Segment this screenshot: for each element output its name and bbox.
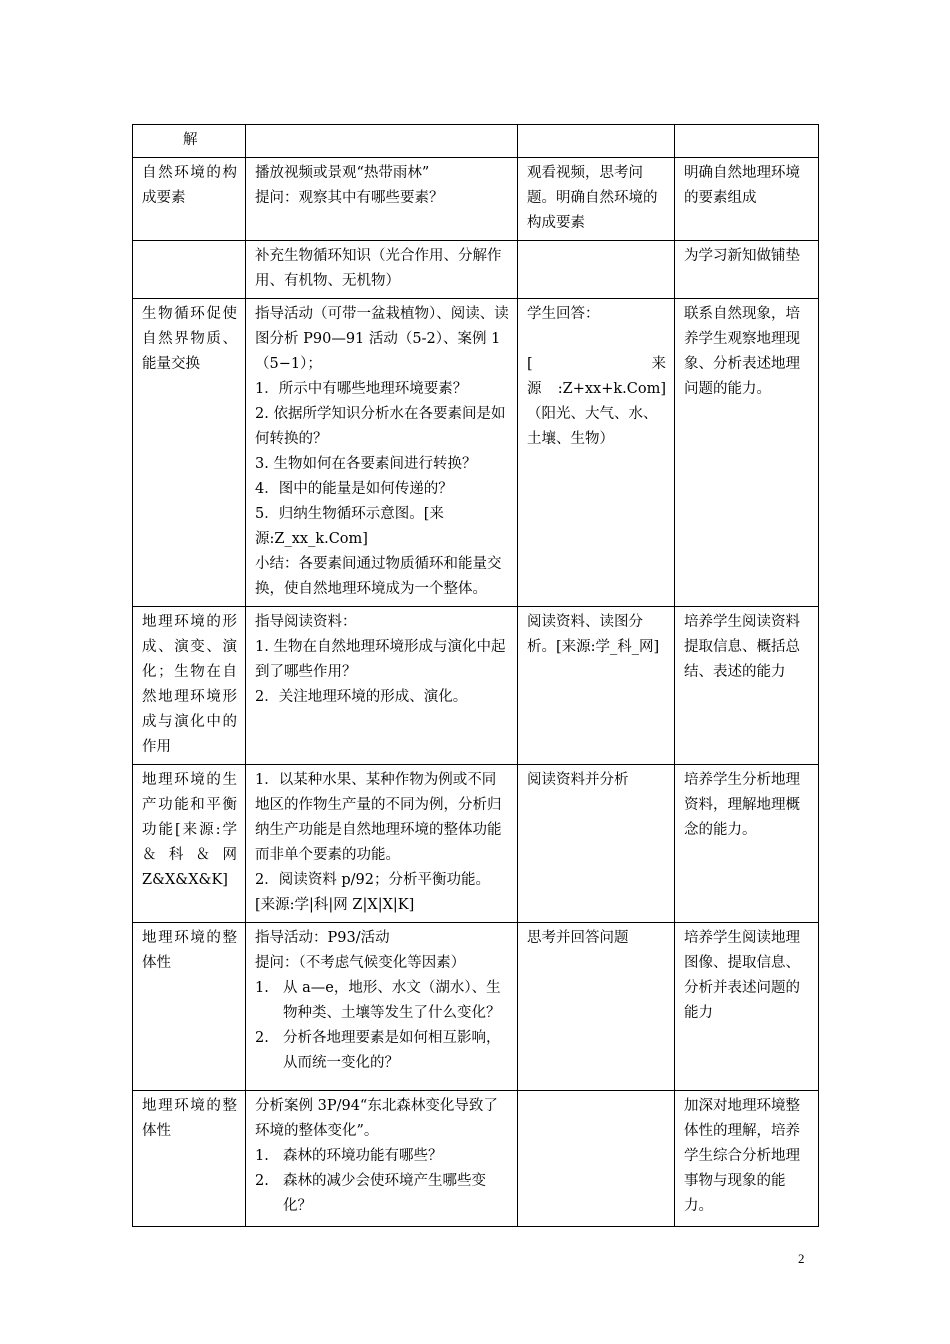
cell-teacher-activity [246,923,518,1091]
cell-teacher-activity [246,158,518,241]
cell-topic [133,241,246,299]
cell-empty [246,125,518,158]
cell-teacher-activity [246,607,518,765]
teacher-activity-line: 1. 生物在自然地理环境形成与演化中起到了哪些作用？ [255,639,506,680]
student-activity-line: 观看视频，思考问题。明确自然环境的构成要素 [527,165,658,231]
design-intent-line: 明确自然地理环境的要素组成 [684,165,800,206]
cell-student-activity [518,241,675,299]
cell-topic: 自然环境的构成要素 [133,158,246,241]
teacher-activity-line: 提问：观察其中有哪些要素？ [255,190,444,206]
cell-design-intent [675,923,819,1091]
design-intent-line: 培养学生阅读资料提取信息、概括总结、表述的能力 [684,614,800,680]
teacher-activity-line: 分析案例 3P/94“东北森林变化导致了环境的整体变化”。 [255,1098,498,1139]
student-activity-line: [来源:Z+xx+k.Com] [527,356,666,397]
table-row [133,299,819,607]
teacher-activity-line: 1．所示中有哪些地理环境要素？ [255,381,468,397]
table-row [133,923,819,1091]
teacher-activity-line: 小结：各要素间通过物质循环和能量交换，使自然地理环境成为一个整体。 [255,556,502,597]
design-intent-line: 培养学生阅读地理图像、提取信息、分析并表述问题的能力 [684,930,800,1021]
student-activity-line: 阅读资料并分析 [527,772,629,788]
student-activity-line: 学生回答： [527,306,600,322]
table-row-header-fragment [133,125,819,158]
cell-topic: 地理环境的形成、演变、演化；生物在自然地理环境形成与演化中的作用 [133,607,246,765]
teacher-activity-line: 1．以某种水果、某种作物为例或不同地区的作物生产量的不同为例，分析归纳生产功能是自然地理环境的整体功能而非单个要素的功能。 [255,772,502,863]
lesson-plan-table [132,124,819,1227]
student-activity-line: 阅读资料、读图分析。[来源:学_科_网] [527,614,660,655]
cell-empty [518,125,675,158]
table-row [133,158,819,241]
design-intent-line: 联系自然现象，培养学生观察地理现象、分析表述地理问题的能力。 [684,306,800,397]
cell-design-intent [675,299,819,607]
teacher-activity-line: 2．关注地理环境的形成、演化。 [255,689,468,705]
cell-teacher-activity [246,1091,518,1227]
teacher-activity-line: 播放视频或景观“热带雨林” [255,165,430,181]
cell-design-intent [675,607,819,765]
cell-topic: 地理环境的整体性 [133,1091,246,1227]
cell-teacher-activity [246,241,518,299]
teacher-activity-line: 指导阅读资料： [255,614,357,630]
table-row [133,765,819,923]
teacher-activity-line: 指导活动：P93/活动 [255,930,390,946]
cell-design-intent [675,765,819,923]
cell-student-activity [518,765,675,923]
table-row [133,607,819,765]
numbered-list-item: 2. 森林的减少会使环境产生哪些变化？ [255,1173,486,1214]
student-activity-line: （阳光、大气、水、土壤、生物） [527,406,658,447]
cell-student-activity [518,158,675,241]
cell-student-activity [518,923,675,1091]
numbered-list-item: 1. 从 a—e，地形、水文（湖水）、生物种类、土壤等发生了什么变化？ [255,980,501,1021]
cell-empty [675,125,819,158]
cell-teacher-activity [246,765,518,923]
cell-student-activity [518,607,675,765]
page-number: 2 [798,1251,805,1266]
teacher-activity-line: 5．归纳生物循环示意图。[来源:Z_xx_k.Com] [255,506,444,547]
teacher-activity-line: 4．图中的能量是如何传递的？ [255,481,453,497]
cell-student-activity [518,1091,675,1227]
numbered-list-item: 1. 森林的环境功能有哪些？ [255,1148,443,1164]
table-row [133,241,819,299]
teacher-activity-line: 3. 生物如何在各要素间进行转换？ [255,456,477,472]
design-intent-line: 为学习新知做铺垫 [684,248,800,264]
teacher-activity-line: 2. 依据所学知识分析水在各要素间是如何转换的？ [255,406,506,447]
teacher-activity-line: 2．阅读资料 p/92；分析平衡功能。[来源:学|科|网 Z|X|X|K] [255,872,490,913]
cell-topic: 地理环境的生产功能和平衡功能[来源:学＆科＆网Z&X&X&K] [133,765,246,923]
design-intent-line: 培养学生分析地理资料，理解地理概念的能力。 [684,772,800,838]
cell-design-intent [675,158,819,241]
numbered-list-item: 2. 分析各地理要素是如何相互影响，从而统一变化的？ [255,1030,501,1071]
student-activity-line: 思考并回答问题 [527,930,629,946]
cell-header-fragment: 解 [133,125,246,158]
cell-design-intent [675,241,819,299]
design-intent-line: 加深对地理环境整体性的理解，培养学生综合分析地理事物与现象的能力。 [684,1098,800,1214]
teacher-activity-line: 提问：（不考虑气候变化等因素） [255,955,466,971]
table-body [133,125,819,1227]
table-row [133,1091,819,1227]
cell-design-intent [675,1091,819,1227]
cell-student-activity [518,299,675,607]
teacher-activity-line: 指导活动（可带一盆栽植物）、阅读、读图分析 P90—91 活动（5-2）、案例 1（5−1）； [255,306,509,372]
cell-topic: 生物循环促使自然界物质、能量交换 [133,299,246,607]
teacher-activity-line: 补充生物循环知识（光合作用、分解作用、有机物、无机物） [255,248,502,289]
cell-topic: 地理环境的整体性 [133,923,246,1091]
cell-teacher-activity [246,299,518,607]
